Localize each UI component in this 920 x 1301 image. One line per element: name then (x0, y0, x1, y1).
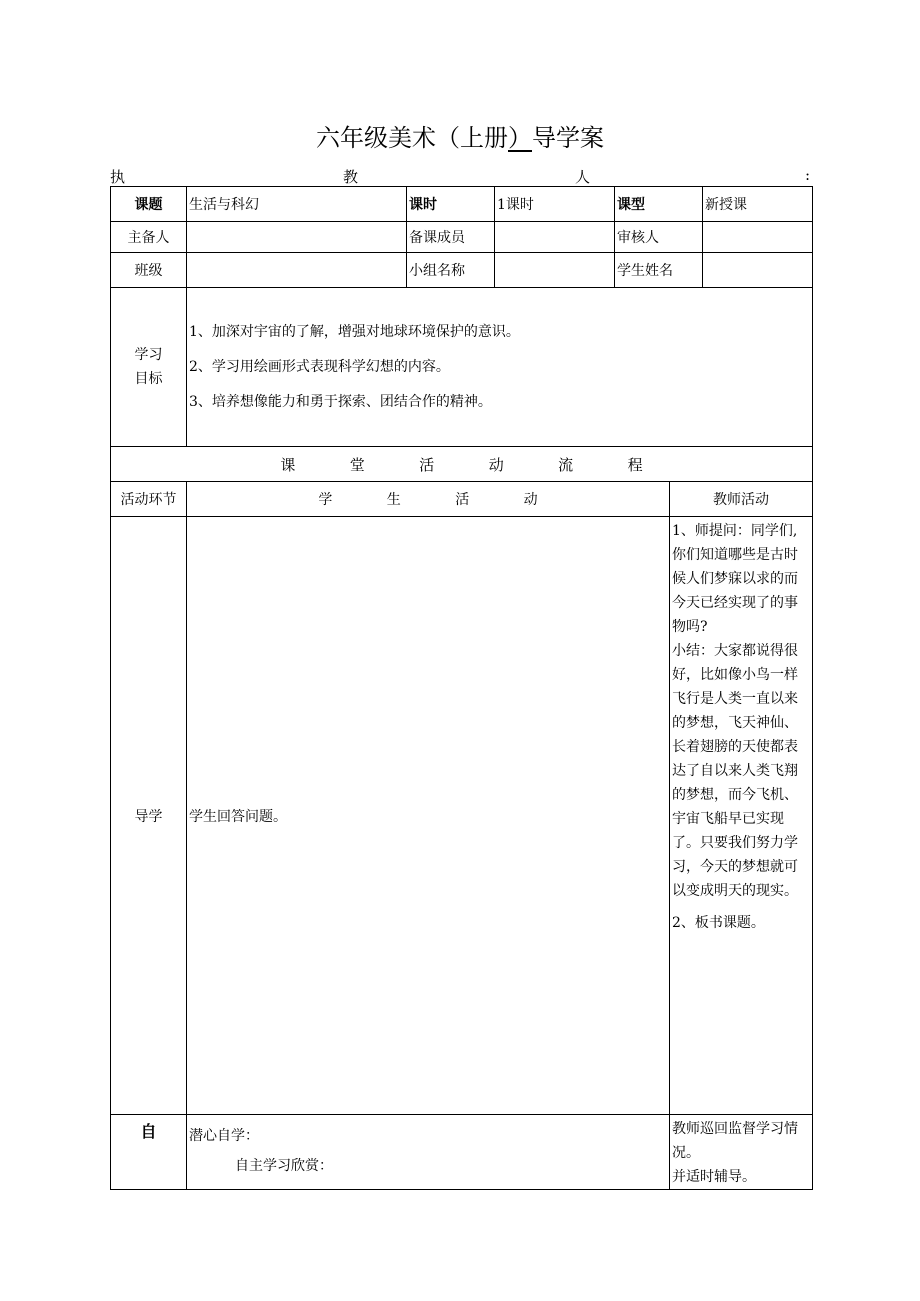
members-label: 备课成员 (407, 222, 495, 253)
flow-header-char: 程 (627, 455, 643, 474)
stage-column-header: 活动环节 (111, 482, 187, 517)
teacher-activity-line: 小结：大家都说得很好，比如像小鸟一样飞行是人类一直以来的梦想，飞天神仙、长着翅膀的天使都表达了自以来人类飞翔的梦想，而今飞机、宇宙飞船早已实现了。只要我们努力学习，今天的梦想就可以变成明天的现实。 (672, 643, 798, 899)
teacher-activity-line: 并适时辅导。 (672, 1169, 756, 1185)
executor-char: 教 (343, 168, 359, 186)
student-header-char: 学 (318, 492, 333, 508)
page-title (0, 118, 920, 153)
flow-header-char: 课 (280, 455, 296, 474)
student-name-value (703, 253, 813, 288)
preparer-value (187, 222, 407, 253)
flow-header-char: 活 (419, 455, 435, 474)
student-activity-line: 潜心自学： (189, 1128, 259, 1144)
student-header-char: 活 (455, 492, 470, 508)
flow-header-char: 动 (488, 455, 504, 474)
topic-value: 生活与科幻 (187, 187, 407, 222)
lesson-plan-table (110, 186, 813, 1190)
teacher-activity-line: 教师巡回监督学习情况。 (672, 1121, 798, 1161)
teacher-activity-daoxue (670, 517, 813, 1115)
teacher-activity-zi (670, 1115, 813, 1190)
goals-label (111, 288, 187, 447)
topic-label: 课题 (111, 187, 187, 222)
reviewer-value (703, 222, 813, 253)
hours-label: 课时 (407, 187, 495, 222)
student-activity-zi (187, 1115, 670, 1190)
flow-header-char: 流 (558, 455, 574, 474)
teacher-column-header: 教师活动 (670, 482, 813, 517)
reviewer-label: 审核人 (615, 222, 703, 253)
title-underlined: ） (508, 124, 532, 152)
executor-line (110, 166, 812, 188)
executor-char: 执 (110, 168, 126, 186)
student-column-header (187, 482, 670, 517)
student-activity-daoxue: 学生回答问题。 (187, 517, 670, 1115)
flow-header-char: 堂 (349, 455, 365, 474)
goal-item: 2、学习用绘画形式表现科学幻想的内容。 (189, 358, 450, 375)
title-text: 六年级美术（上册 (316, 124, 508, 152)
hours-value: 1课时 (495, 187, 615, 222)
goal-item: 1、加深对宇宙的了解，增强对地球环境保护的意识。 (189, 323, 520, 340)
title-suffix: 导学案 (532, 124, 604, 152)
teacher-activity-line: 2、板书课题。 (672, 915, 765, 931)
class-value (187, 253, 407, 288)
student-header-char: 生 (386, 492, 401, 508)
goals-content (187, 288, 813, 447)
goals-label-line: 学习 (134, 347, 163, 363)
class-label: 班级 (111, 253, 187, 288)
teacher-activity-line: 1、师提问：同学们,你们知道哪些是古时候人们梦寐以求的而今天已经实现了的事物吗? (672, 523, 798, 635)
goal-item: 3、培养想像能力和勇于探索、团结合作的精神。 (189, 393, 492, 410)
group-value (495, 253, 615, 288)
members-value (495, 222, 615, 253)
flow-header (111, 447, 813, 482)
student-name-label: 学生姓名 (615, 253, 703, 288)
student-activity-line: 自主学习欣赏： (235, 1158, 333, 1174)
type-label: 课型 (615, 187, 703, 222)
executor-char: : (805, 166, 811, 184)
group-label: 小组名称 (407, 253, 495, 288)
goals-label-line: 目标 (134, 371, 163, 387)
executor-char: 人 (575, 168, 591, 186)
student-header-char: 动 (523, 492, 538, 508)
type-value: 新授课 (703, 187, 813, 222)
preparer-label: 主备人 (111, 222, 187, 253)
stage-zi: 自 (111, 1115, 187, 1190)
stage-daoxue: 导学 (111, 517, 187, 1115)
